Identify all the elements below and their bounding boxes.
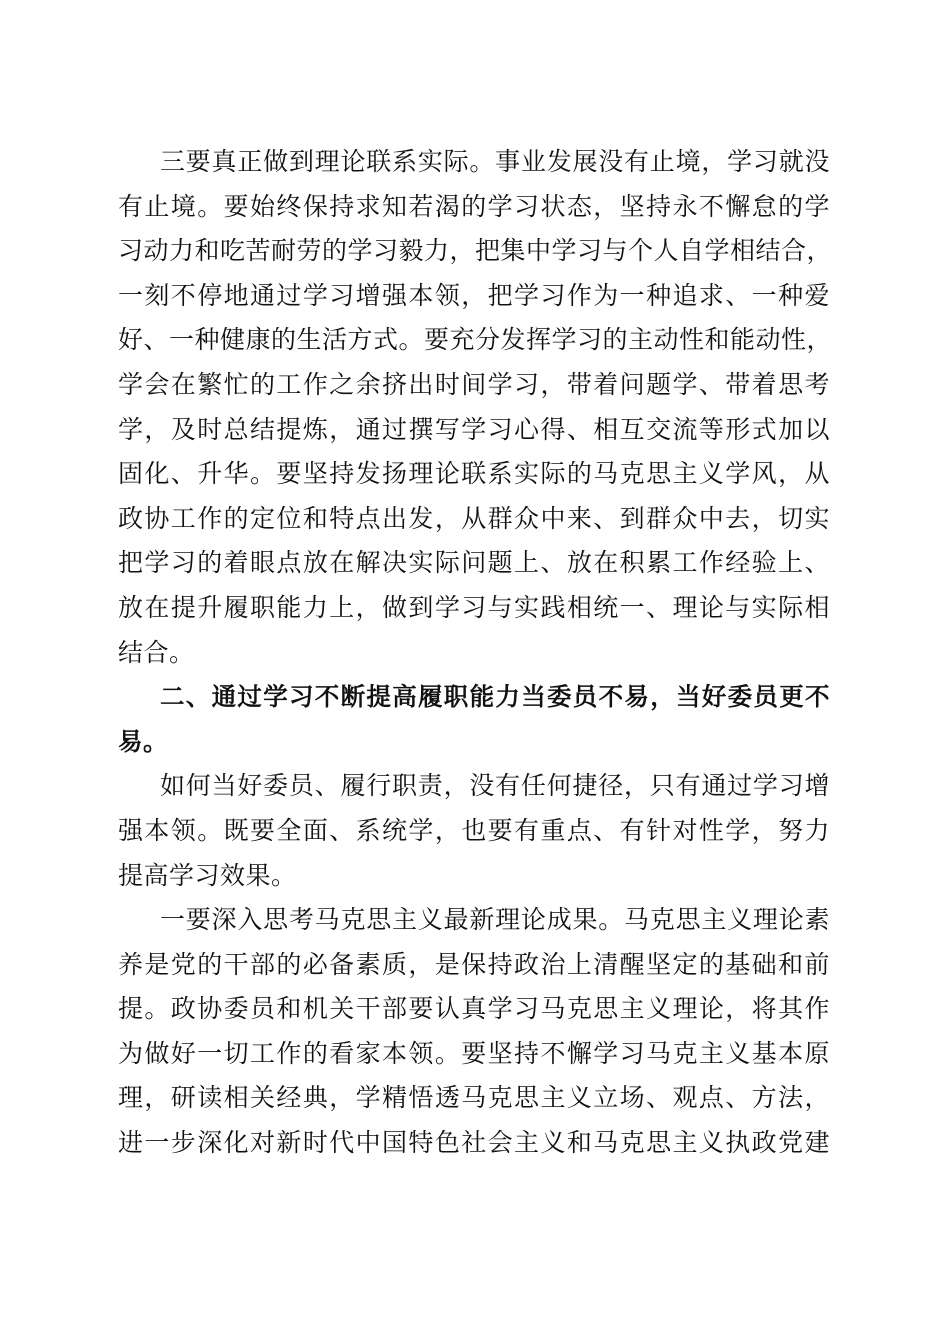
paragraph-3-theory-practice bbox=[118, 140, 833, 675]
text-line: 一要深入思考马克思主义最新理论成果。马克思主义理论素 bbox=[160, 905, 830, 935]
paragraph-1-marxist-theory bbox=[118, 898, 830, 1166]
text-line: 好、一种健康的生活方式。要充分发挥学习的主动性和能动性， bbox=[118, 325, 833, 355]
text-line: 习动力和吃苦耐劳的学习毅力，把集中学习与个人自学相结合， bbox=[118, 236, 833, 266]
section-heading-2 bbox=[118, 675, 830, 764]
text-line: 提高学习效果。 bbox=[118, 860, 297, 890]
text-line: 学会在繁忙的工作之余挤出时间学习，带着问题学、带着思考 bbox=[118, 369, 830, 399]
text-line: 固化、升华。要坚持发扬理论联系实际的马克思主义学风，从 bbox=[118, 459, 830, 489]
paragraph-how-to-be-good-member bbox=[118, 764, 830, 898]
text-line: 养是党的干部的必备素质，是保持政治上清醒坚定的基础和前 bbox=[118, 949, 830, 979]
text-line: 政协工作的定位和特点出发，从群众中来、到群众中去，切实 bbox=[118, 503, 830, 533]
heading-line: 易。 bbox=[118, 726, 168, 756]
text-line: 有止境。要始终保持求知若渴的学习状态，坚持永不懈怠的学 bbox=[118, 191, 830, 221]
text-line: 把学习的着眼点放在解决实际问题上、放在积累工作经验上、 bbox=[118, 548, 830, 578]
text-line: 提。政协委员和机关干部要认真学习马克思主义理论，将其作 bbox=[118, 994, 830, 1024]
text-line: 三要真正做到理论联系实际。事业发展没有止境，学习就没 bbox=[160, 147, 830, 176]
text-line: 一刻不停地通过学习增强本领，把学习作为一种追求、一种爱 bbox=[118, 280, 830, 310]
text-line: 进一步深化对新时代中国特色社会主义和马克思主义执政党建 bbox=[118, 1128, 830, 1158]
text-line: 学，及时总结提炼，通过撰写学习心得、相互交流等形式加以 bbox=[118, 414, 830, 444]
document-page bbox=[118, 140, 833, 1166]
text-line: 结合。 bbox=[118, 637, 195, 667]
heading-line: 二、通过学习不断提高履职能力当委员不易，当好委员更不 bbox=[160, 682, 830, 712]
text-line: 理，研读相关经典，学精悟透马克思主义立场、观点、方法， bbox=[118, 1083, 830, 1113]
text-line: 强本领。既要全面、系统学，也要有重点、有针对性学，努力 bbox=[118, 815, 830, 845]
text-line: 放在提升履职能力上，做到学习与实践相统一、理论与实际相 bbox=[118, 592, 830, 622]
text-line: 为做好一切工作的看家本领。要坚持不懈学习马克主义基本原 bbox=[118, 1038, 830, 1068]
text-line: 如何当好委员、履行职责，没有任何捷径，只有通过学习增 bbox=[160, 771, 830, 801]
